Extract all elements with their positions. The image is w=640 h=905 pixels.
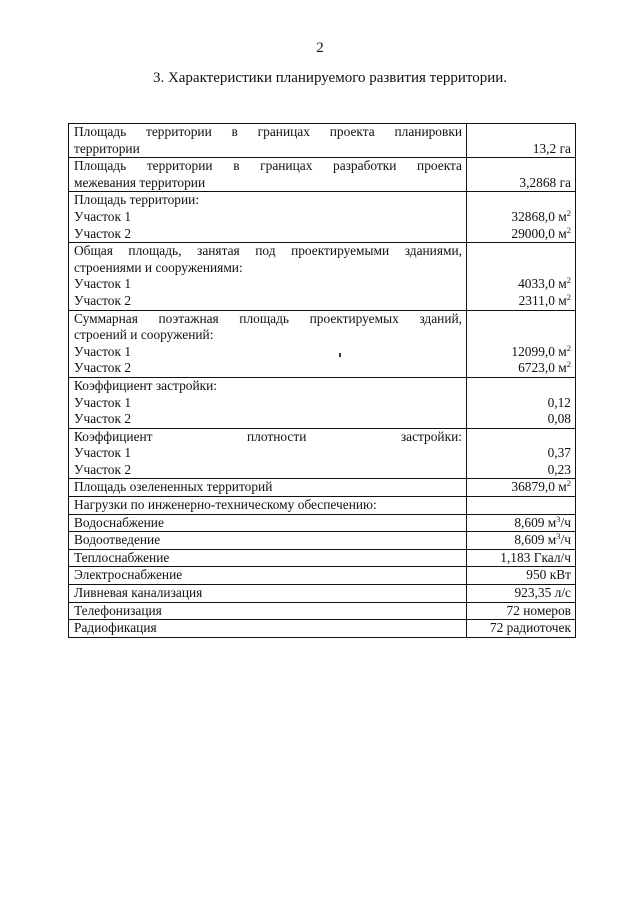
characteristics-table-body bbox=[69, 124, 576, 638]
table-row bbox=[69, 514, 576, 532]
row-value-line bbox=[472, 445, 571, 462]
unit-superscript: 2 bbox=[566, 224, 571, 235]
unit-superscript: 2 bbox=[566, 275, 571, 286]
row-value-cell bbox=[467, 497, 576, 515]
row-label-cell bbox=[69, 567, 467, 585]
row-value-line bbox=[472, 620, 571, 637]
row-value-text: 72 номеров bbox=[506, 602, 571, 618]
row-value-line bbox=[472, 515, 571, 532]
row-value-text: 0,12 bbox=[547, 394, 571, 410]
table-row bbox=[69, 602, 576, 620]
row-value-cell bbox=[467, 514, 576, 532]
loads-header: Нагрузки по инженерно-техническому обеспечению: bbox=[74, 497, 377, 513]
row-value-text: 1,183 Гкал/ч bbox=[500, 549, 571, 565]
row-value-line bbox=[472, 344, 571, 361]
row-label-cell bbox=[69, 377, 467, 428]
row-value-line bbox=[472, 567, 571, 584]
row-value-cell bbox=[467, 124, 576, 158]
table-row bbox=[69, 428, 576, 479]
unit-superscript: 2 bbox=[566, 478, 571, 489]
row-value-line bbox=[472, 479, 571, 496]
table-row bbox=[69, 532, 576, 550]
row-value-text: 29000,0 м bbox=[511, 225, 567, 241]
row-value-cell bbox=[467, 602, 576, 620]
row-value-text: 12099,0 м bbox=[511, 343, 567, 359]
row-value-text: 32868,0 м bbox=[511, 208, 567, 224]
row-label-line: Электроснабжение bbox=[74, 567, 183, 583]
table-row bbox=[69, 192, 576, 243]
table-row bbox=[69, 243, 576, 310]
table-row bbox=[69, 158, 576, 192]
row-label-line: строений и сооружений: bbox=[74, 327, 214, 343]
row-label-cell bbox=[69, 532, 467, 550]
row-value-text: 8,609 м bbox=[514, 532, 557, 548]
row-label-cell bbox=[69, 428, 467, 479]
row-value-cell bbox=[467, 428, 576, 479]
row-value-line bbox=[472, 532, 571, 549]
row-label-line: Участок 2 bbox=[74, 360, 132, 376]
table-row bbox=[69, 585, 576, 603]
row-label-cell bbox=[69, 124, 467, 158]
row-label-line: Участок 1 bbox=[74, 208, 132, 224]
table-row bbox=[69, 497, 576, 515]
row-label-line: Суммарная поэтажная площадь проектируемых зданий, bbox=[74, 310, 462, 326]
table-row bbox=[69, 310, 576, 377]
row-label-line: Участок 2 bbox=[74, 292, 132, 308]
table-row bbox=[69, 479, 576, 497]
page-number: 2 bbox=[316, 40, 324, 56]
row-label-cell bbox=[69, 158, 467, 192]
unit-suffix: /ч bbox=[560, 514, 571, 530]
unit-superscript: 2 bbox=[566, 342, 571, 353]
characteristics-table bbox=[68, 123, 576, 638]
row-value-text: 0,37 bbox=[547, 445, 571, 461]
row-value-line bbox=[472, 209, 571, 226]
row-value-line bbox=[472, 550, 571, 567]
row-label-line: Участок 1 bbox=[74, 394, 132, 410]
row-value-line bbox=[472, 276, 571, 293]
row-label-line: строениями и сооружениями: bbox=[74, 259, 243, 275]
row-value-line bbox=[472, 175, 571, 192]
row-value-text: 6723,0 м bbox=[518, 360, 567, 376]
row-value-text: 8,609 м bbox=[514, 514, 557, 530]
row-label-cell bbox=[69, 479, 467, 497]
row-value-line bbox=[472, 462, 571, 479]
row-value-text: 13,2 га bbox=[532, 140, 571, 156]
row-label-cell bbox=[69, 620, 467, 638]
row-value-cell bbox=[467, 192, 576, 243]
row-value-line bbox=[472, 141, 571, 158]
row-value-line bbox=[472, 360, 571, 377]
unit-superscript: 3 bbox=[556, 513, 561, 524]
row-label-cell bbox=[69, 192, 467, 243]
row-value-cell bbox=[467, 158, 576, 192]
row-value-text: 72 радиоточек bbox=[489, 620, 571, 636]
row-label-line: Участок 2 bbox=[74, 225, 132, 241]
row-label-line: межевания территории bbox=[74, 174, 206, 190]
row-label-line: Площадь территории в границах разработки проекта bbox=[74, 158, 462, 174]
row-value-line bbox=[472, 603, 571, 620]
row-label-line: Коэффициент плотности застройки: bbox=[74, 428, 462, 444]
section-title: 3. Характеристики планируемого развития территории. bbox=[152, 70, 508, 86]
row-value-cell bbox=[467, 310, 576, 377]
row-label-line: Водоснабжение bbox=[74, 514, 164, 530]
row-value-cell bbox=[467, 585, 576, 603]
row-label-line: Теплоснабжение bbox=[74, 549, 170, 565]
row-value-text: 923,35 л/с bbox=[514, 585, 571, 601]
row-label-cell bbox=[69, 310, 467, 377]
row-label-line: Участок 1 bbox=[74, 445, 132, 461]
row-value-line bbox=[472, 411, 571, 428]
row-value-text: 0,08 bbox=[547, 411, 571, 427]
row-label-line: Площадь территории: bbox=[74, 192, 200, 208]
row-label-line: Ливневая канализация bbox=[74, 585, 203, 601]
row-value-text: 0,23 bbox=[547, 461, 571, 477]
table-row bbox=[69, 124, 576, 158]
row-value-text: 3,2868 га bbox=[519, 174, 571, 190]
row-value-text: 2311,0 м bbox=[518, 292, 567, 308]
row-value-text: 950 кВт bbox=[526, 567, 571, 583]
scan-artifact bbox=[339, 353, 341, 357]
loads-header-cell bbox=[69, 497, 467, 515]
row-value-line bbox=[472, 293, 571, 310]
row-label-line: Коэффициент застройки: bbox=[74, 377, 218, 393]
row-value-cell bbox=[467, 532, 576, 550]
table-row bbox=[69, 620, 576, 638]
row-label-line: Участок 2 bbox=[74, 461, 132, 477]
row-label-cell bbox=[69, 602, 467, 620]
row-value-cell bbox=[467, 549, 576, 567]
row-label-line: Площадь территории в границах проекта планировки bbox=[74, 124, 462, 139]
unit-superscript: 2 bbox=[566, 359, 571, 370]
unit-superscript: 2 bbox=[566, 207, 571, 218]
row-value-text: 4033,0 м bbox=[518, 276, 567, 292]
row-label-line: Радиофикация bbox=[74, 620, 157, 636]
row-label-cell bbox=[69, 514, 467, 532]
row-label-line: территории bbox=[74, 140, 140, 156]
row-value-cell bbox=[467, 479, 576, 497]
row-label-line: Участок 2 bbox=[74, 411, 132, 427]
unit-suffix: /ч bbox=[560, 532, 571, 548]
row-label-cell bbox=[69, 243, 467, 310]
row-label-line: Водоотведение bbox=[74, 532, 161, 548]
row-label-cell bbox=[69, 585, 467, 603]
unit-superscript: 3 bbox=[556, 531, 561, 542]
unit-superscript: 2 bbox=[566, 291, 571, 302]
row-value-cell bbox=[467, 620, 576, 638]
row-value-line bbox=[472, 585, 571, 602]
row-label-cell bbox=[69, 549, 467, 567]
row-value-line bbox=[472, 226, 571, 243]
table-row bbox=[69, 549, 576, 567]
row-label-line: Площадь озелененных территорий bbox=[74, 479, 273, 495]
row-value-cell bbox=[467, 567, 576, 585]
row-label-line: Участок 1 bbox=[74, 276, 132, 292]
table-row bbox=[69, 377, 576, 428]
row-value-text: 36879,0 м bbox=[511, 479, 567, 495]
table-row bbox=[69, 567, 576, 585]
row-label-line: Общая площадь, занятая под проектируемыми зданиями, bbox=[74, 243, 462, 259]
row-value-line bbox=[472, 395, 571, 412]
row-label-line: Участок 1 bbox=[74, 343, 132, 359]
row-value-cell bbox=[467, 377, 576, 428]
row-value-cell bbox=[467, 243, 576, 310]
row-label-line: Телефонизация bbox=[74, 602, 162, 618]
